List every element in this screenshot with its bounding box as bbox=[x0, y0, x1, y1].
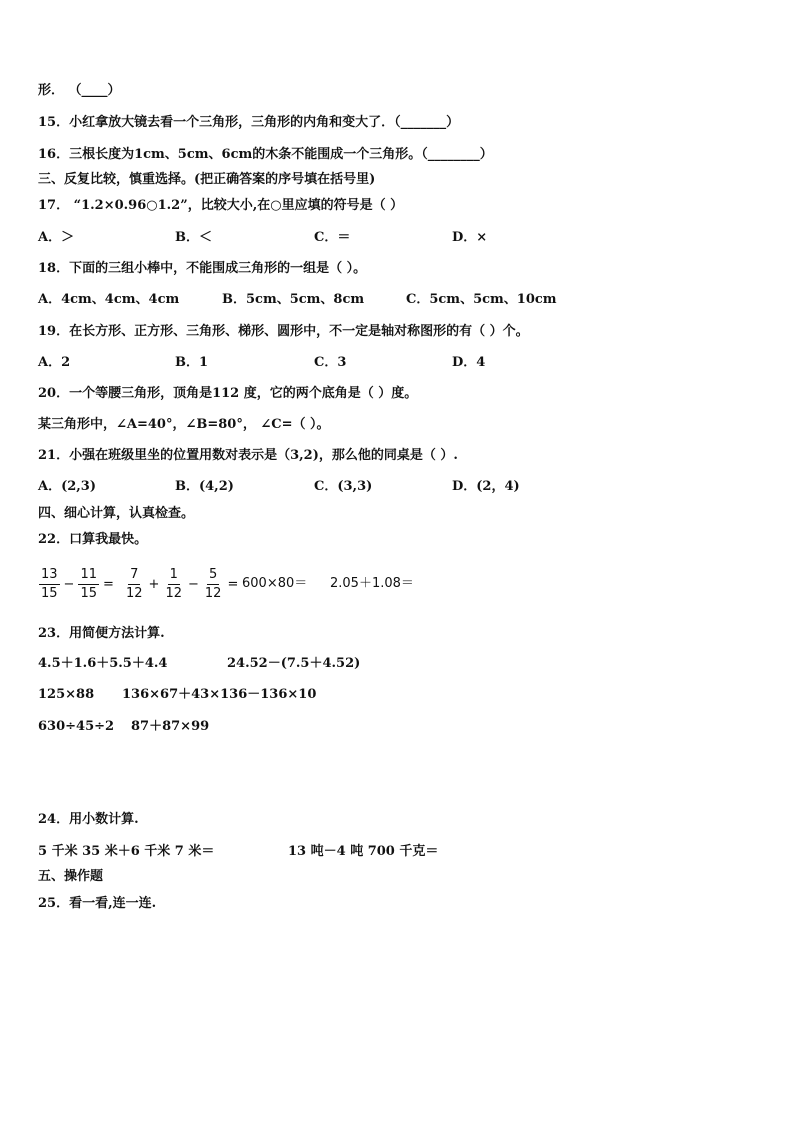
fraction-expression-1: $\frac{13}{15}$ − $\frac{11}{15}$ = bbox=[41, 566, 114, 601]
option-a[interactable]: A．＞ bbox=[38, 230, 75, 245]
option-a[interactable]: A．4cm、4cm、4cm bbox=[38, 292, 180, 307]
simplify-expression-1a: 4.5＋1.6＋5.5＋4.4 bbox=[38, 656, 168, 671]
line-xing: 形． （____） bbox=[38, 83, 121, 98]
question-24: 24．用小数计算. bbox=[38, 812, 139, 827]
decimal-expression-a: 5 千米 35 米＋6 千米 7 米＝ bbox=[38, 844, 215, 859]
option-b[interactable]: B．(4,2) bbox=[175, 479, 234, 494]
option-d[interactable]: D．× bbox=[452, 230, 488, 245]
question-20: 20．一个等腰三角形，顶角是112 度，它的两个底角是（ ）度。 bbox=[38, 386, 418, 401]
question-19: 19．在长方形、正方形、三角形、梯形、圆形中，不一定是轴对称图形的有（ ）个。 bbox=[38, 324, 529, 339]
question-22: 22．口算我最快。 bbox=[38, 532, 148, 547]
fraction: $\frac{7}{12}$ bbox=[126, 566, 143, 601]
simplify-expression-1b: 24.52－(7.5＋4.52) bbox=[227, 656, 361, 671]
fraction: $\frac{11}{15}$ bbox=[80, 566, 97, 601]
question-18: 18．下面的三组小棒中，不能围成三角形的一组是（ ）。 bbox=[38, 261, 367, 276]
question-20-followup: 某三角形中，∠A=40°，∠B=80°， ∠C=（ ）。 bbox=[38, 417, 330, 432]
decimal-expression-b: 13 吨－4 吨 700 千克＝ bbox=[288, 844, 439, 859]
section-3-heading: 三、反复比较，慎重选择。(把正确答案的序号填在括号里) bbox=[38, 172, 376, 187]
mental-math-row bbox=[38, 562, 758, 606]
option-a[interactable]: A．(2,3) bbox=[38, 479, 97, 494]
option-c[interactable]: C．(3,3) bbox=[314, 479, 373, 494]
option-b[interactable]: B．＜ bbox=[175, 230, 212, 245]
option-b[interactable]: B．1 bbox=[175, 355, 209, 370]
simplify-expression-2b: 136×67＋43×136－136×10 bbox=[122, 687, 317, 702]
option-c[interactable]: C．3 bbox=[314, 355, 347, 370]
question-17: 17． “1.2×0.96○1.2”，比较大小,在○里应填的符号是（ ） bbox=[38, 198, 404, 213]
fraction: $\frac{5}{12}$ bbox=[204, 566, 222, 601]
option-c[interactable]: C．＝ bbox=[314, 230, 351, 245]
expression-600x80: 600×80＝ bbox=[242, 576, 308, 591]
section-5-heading: 五、操作题 bbox=[38, 869, 104, 884]
option-b[interactable]: B．5cm、5cm、8cm bbox=[222, 292, 365, 307]
fraction: $\frac{1}{12}$ bbox=[165, 566, 182, 601]
expression-decimal-add: 2.05＋1.08＝ bbox=[330, 576, 414, 591]
fraction-expression-2: $\frac{7}{12}$ + $\frac{1}{12}$ − $\frac{5}{12}$ = bbox=[126, 566, 239, 601]
option-c[interactable]: C．5cm、5cm、10cm bbox=[406, 292, 557, 307]
fraction: $\frac{13}{15}$ bbox=[41, 566, 58, 601]
simplify-expression-2a: 125×88 bbox=[38, 687, 95, 702]
simplify-expression-3b: 87＋87×99 bbox=[131, 719, 210, 734]
question-15: 15．小红拿放大镜去看一个三角形，三角形的内角和变大了．（_______） bbox=[38, 115, 460, 130]
question-25: 25．看一看,连一连. bbox=[38, 896, 157, 911]
option-d[interactable]: D．4 bbox=[452, 355, 486, 370]
question-21: 21．小强在班级里坐的位置用数对表示是（3,2)，那么他的同桌是（ ）. bbox=[38, 448, 458, 463]
question-16: 16．三根长度为1cm、5cm、6cm的木条不能围成一个三角形。（________） bbox=[38, 147, 493, 162]
option-a[interactable]: A．2 bbox=[38, 355, 71, 370]
option-d[interactable]: D．(2，4) bbox=[452, 479, 520, 494]
question-23: 23．用简便方法计算. bbox=[38, 626, 165, 641]
simplify-expression-3a: 630÷45÷2 bbox=[38, 719, 115, 734]
section-4-heading: 四、细心计算，认真检查。 bbox=[38, 506, 195, 521]
